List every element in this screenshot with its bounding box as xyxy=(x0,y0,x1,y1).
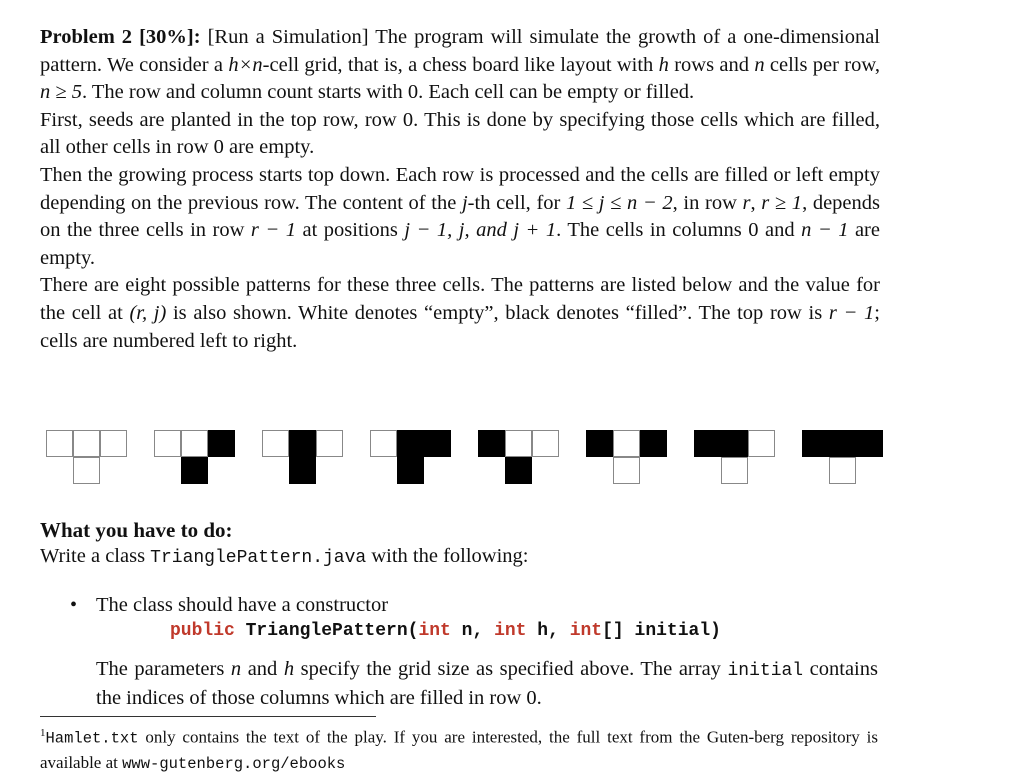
math-rj: (r, j) xyxy=(129,301,167,324)
pattern-figure xyxy=(478,430,562,486)
pattern-top-cell xyxy=(856,430,883,457)
pattern-top-cell xyxy=(640,430,667,457)
pattern-top-cell xyxy=(397,430,424,457)
footnote-url: www-gutenberg.org/ebooks xyxy=(122,754,346,773)
pattern-result-cell xyxy=(829,457,856,484)
text-span: There are eight possible patterns for these three cells. The patterns are listed below and the value for the cell at xyxy=(40,274,880,324)
text-span: specify the grid size as specified above. The array xyxy=(294,658,728,680)
pattern-top-cell xyxy=(46,430,73,457)
footnote xyxy=(40,722,878,776)
pattern-result-cell xyxy=(181,457,208,484)
pattern-top-cell xyxy=(289,430,316,457)
problem-paragraph-2: First, seeds are planted in the top row, row 0. This is done by specifying those cells which are filled, all other cells in row 0 are empty. xyxy=(40,108,880,159)
pattern-figure xyxy=(370,430,454,486)
pattern-top-cell xyxy=(505,430,532,457)
text-span: -cell grid, that is, a chess board like layout with xyxy=(262,53,659,76)
text-span: Write a class xyxy=(40,545,151,567)
text-span: with the following: xyxy=(366,545,529,567)
pattern-top-cell xyxy=(748,430,775,457)
math-hxn: h×n xyxy=(228,53,263,76)
math-r: r xyxy=(742,191,751,214)
pattern-top-cell xyxy=(154,430,181,457)
text-span: rows and xyxy=(668,53,755,76)
footnote-mark: 1 xyxy=(40,727,46,739)
pattern-result-cell xyxy=(721,457,748,484)
todo-title: What you have to do: xyxy=(40,518,233,542)
pattern-top-cell xyxy=(802,430,829,457)
text-span: cells per row, xyxy=(764,53,880,76)
pattern-figure xyxy=(262,430,346,486)
math-j-range: 1 ≤ j ≤ n − 2 xyxy=(566,191,673,214)
pattern-top-cell xyxy=(73,430,100,457)
pattern-figure xyxy=(694,430,778,486)
text-span: contains the indices of those columns which are filled in row 0. xyxy=(96,658,878,709)
math-positions: j − 1, j, and j + 1 xyxy=(404,219,557,242)
footnote-text: only contains the text of the play. If you are interested, the full text from the Guten-berg repository is available at xyxy=(40,727,878,772)
math-j: j xyxy=(461,191,468,214)
math-r-ge-1: r ≥ 1 xyxy=(761,191,803,214)
constructor-description xyxy=(96,656,878,712)
pattern-top-cell xyxy=(262,430,289,457)
pattern-top-cell xyxy=(316,430,343,457)
pattern-top-cell xyxy=(100,430,127,457)
math-h: h xyxy=(283,658,295,680)
pattern-figure xyxy=(802,430,886,486)
bullet-text: The class should have a constructor xyxy=(96,594,389,616)
pattern-top-cell xyxy=(478,430,505,457)
text-span: . The cells in columns 0 and xyxy=(556,219,802,242)
math-n-minus-1: n − 1 xyxy=(801,219,849,242)
math-n-ge-5: n ≥ 5 xyxy=(40,81,83,104)
text-span: [Run a Simulation] The program will simulate the growth of a one-dimensional pattern. We consider a xyxy=(40,26,880,76)
problem-paragraph-3: Then the growing process starts top down. Each row is processed and the cells are filled or left empty depending on the previous row. The content of the j-th cell, for 1 ≤ j ≤ n − 2, in row r, r ≥ 1, depends on the three cells in row r − 1 at positions j − 1, j, and j + 1. The cells in columns 0 and n − 1 are empty. xyxy=(40,163,881,269)
text-span: ; cells are numbered left to right. xyxy=(40,301,880,352)
text-span: are empty. xyxy=(40,219,880,269)
text-span: , depends on the three cells in row xyxy=(40,191,881,242)
pattern-top-cell xyxy=(532,430,559,457)
problem-paragraph-4 xyxy=(40,272,880,355)
bullet-dot-icon: • xyxy=(70,594,78,616)
code-ctor: TrianglePattern( xyxy=(234,621,419,641)
pattern-result-cell xyxy=(397,457,424,484)
pattern-top-cell xyxy=(721,430,748,457)
text-span: The parameters xyxy=(96,658,231,680)
math-top-row: r − 1 xyxy=(828,301,875,324)
keyword-int: int xyxy=(494,621,527,641)
pattern-top-cell xyxy=(586,430,613,457)
pattern-result-cell xyxy=(289,457,316,484)
pattern-top-cell xyxy=(370,430,397,457)
pattern-figure xyxy=(586,430,670,486)
math-n: n xyxy=(230,658,242,680)
problem-body xyxy=(40,24,880,355)
pattern-top-cell xyxy=(613,430,640,457)
text-span: at positions xyxy=(296,219,405,242)
pattern-top-cell xyxy=(208,430,235,457)
pattern-figure xyxy=(46,430,130,486)
math-n: n xyxy=(754,53,765,76)
keyword-public: public xyxy=(170,621,235,641)
problem-heading: Problem 2 [30%]: xyxy=(40,26,201,48)
text-span: . The row and column count starts with 0. Each cell can be empty or filled. xyxy=(82,81,695,104)
footnote-file: Hamlet.txt xyxy=(45,729,139,748)
problem-paragraph-1 xyxy=(40,24,880,107)
text-span: , in row xyxy=(672,191,743,214)
code-param-initial: [] initial) xyxy=(602,621,721,641)
text-span: -th cell, for xyxy=(467,191,566,214)
math-r-minus-1: r − 1 xyxy=(250,219,296,242)
pattern-result-cell xyxy=(613,457,640,484)
pattern-top-cell xyxy=(829,430,856,457)
pattern-result-cell xyxy=(505,457,532,484)
code-param-h: h, xyxy=(526,621,570,641)
keyword-int: int xyxy=(418,621,451,641)
code-param-n: n, xyxy=(450,621,495,641)
bullet-item xyxy=(70,592,882,619)
pattern-figures xyxy=(46,430,888,486)
footnote-divider xyxy=(40,716,376,717)
pattern-top-cell xyxy=(694,430,721,457)
text-span: is also shown. White denotes “empty”, black denotes “filled”. The top row is xyxy=(166,301,829,324)
pattern-top-cell xyxy=(424,430,451,457)
pattern-result-cell xyxy=(73,457,100,484)
constructor-signature xyxy=(170,621,721,641)
math-h: h xyxy=(658,53,669,76)
pattern-figure xyxy=(154,430,238,486)
text-span: Then the growing process starts top down. Each row is processed and the cells are filled or left empty depending on the previous row. The content of the xyxy=(40,163,880,214)
todo-line xyxy=(40,545,529,568)
code-initial: initial xyxy=(727,661,804,681)
keyword-int: int xyxy=(569,621,603,641)
class-file-name: TrianglePattern.java xyxy=(150,548,367,568)
bullet-list xyxy=(70,592,882,619)
pattern-top-cell xyxy=(181,430,208,457)
text-span: and xyxy=(241,658,284,680)
